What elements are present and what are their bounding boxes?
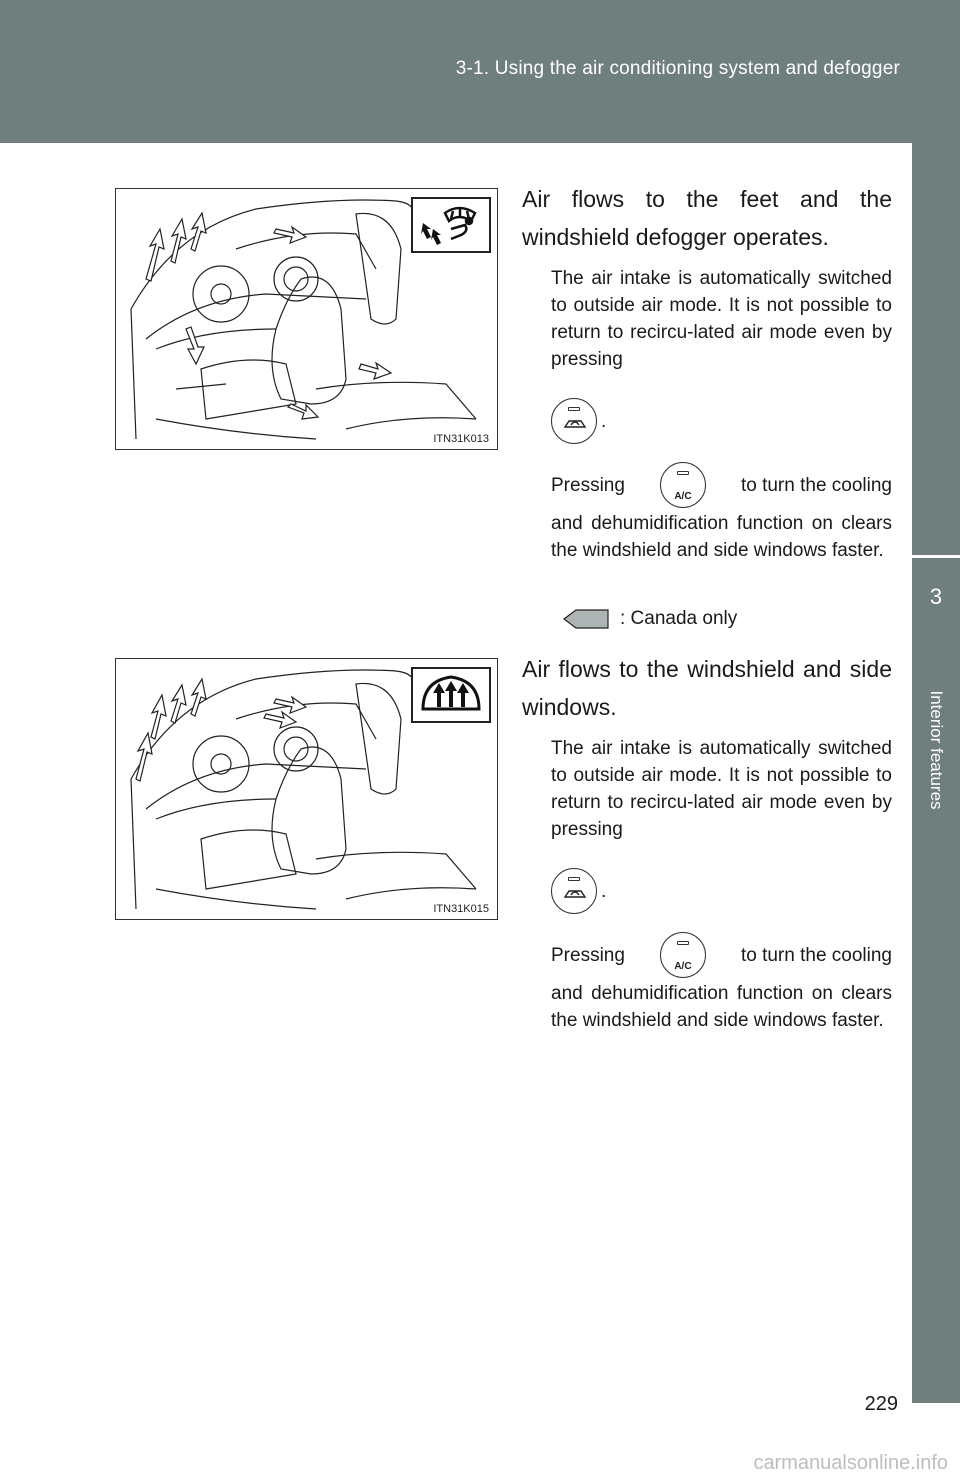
pressing-word: Pressing — [551, 944, 625, 966]
cooling-row — [551, 462, 892, 508]
period: . — [601, 880, 607, 902]
side-tab-upper — [912, 143, 960, 555]
cooling-text: to turn the cooling — [740, 474, 892, 496]
mode-heading: Air flows to the windshield and side windows. — [522, 656, 892, 720]
car-interior-illustration-windshield — [115, 658, 498, 920]
figure-code: ITN31K013 — [433, 433, 489, 445]
ac-button-icon — [660, 462, 706, 508]
recirculation-button-icon — [551, 398, 597, 444]
chapter-label — [918, 665, 954, 835]
side-tab-number-box — [912, 555, 960, 671]
car-interior-illustration-feet-defog — [115, 188, 498, 450]
chapter-label-text: Interior features — [927, 690, 946, 810]
intake-paragraph: The air intake is automatically switched to outside air mode. It is not possible to return to recircu-lated air mode even by pressing — [551, 738, 892, 840]
period: . — [601, 410, 607, 432]
canada-marker-icon — [562, 608, 610, 630]
cooling-paragraph: and dehumidification function on clears the windshield and side windows faster. — [551, 513, 892, 561]
recirculation-button-icon — [551, 868, 597, 914]
ac-button-label: A/C — [674, 491, 692, 502]
chapter-number: 3 — [929, 584, 943, 609]
canada-note — [562, 608, 737, 630]
pressing-word: Pressing — [551, 474, 625, 496]
mode-heading: Air flows to the feet and the windshield defogger operates. — [522, 186, 892, 250]
page-header — [0, 0, 960, 143]
section-title: 3-1. Using the air conditioning system and defogger — [455, 58, 900, 79]
cooling-paragraph: and dehumidification function on clears the windshield and side windows faster. — [551, 983, 892, 1031]
intake-paragraph: The air intake is automatically switched to outside air mode. It is not possible to return to recircu-lated air mode even by pressing — [551, 268, 892, 370]
windshield-defroster-mode-icon — [411, 667, 491, 723]
figure-code: ITN31K015 — [433, 903, 489, 915]
page-number: 229 — [864, 1393, 898, 1415]
feet-defogger-mode-icon — [411, 197, 491, 253]
watermark: carmanualsonline.info — [753, 1452, 948, 1474]
cooling-text: to turn the cooling — [740, 944, 892, 966]
recirc-button-row — [551, 396, 892, 446]
ac-button-label: A/C — [674, 961, 692, 972]
cooling-row — [551, 932, 892, 978]
ac-button-icon — [660, 932, 706, 978]
canada-note-text: : Canada only — [620, 608, 738, 629]
recirc-button-row — [551, 866, 892, 916]
